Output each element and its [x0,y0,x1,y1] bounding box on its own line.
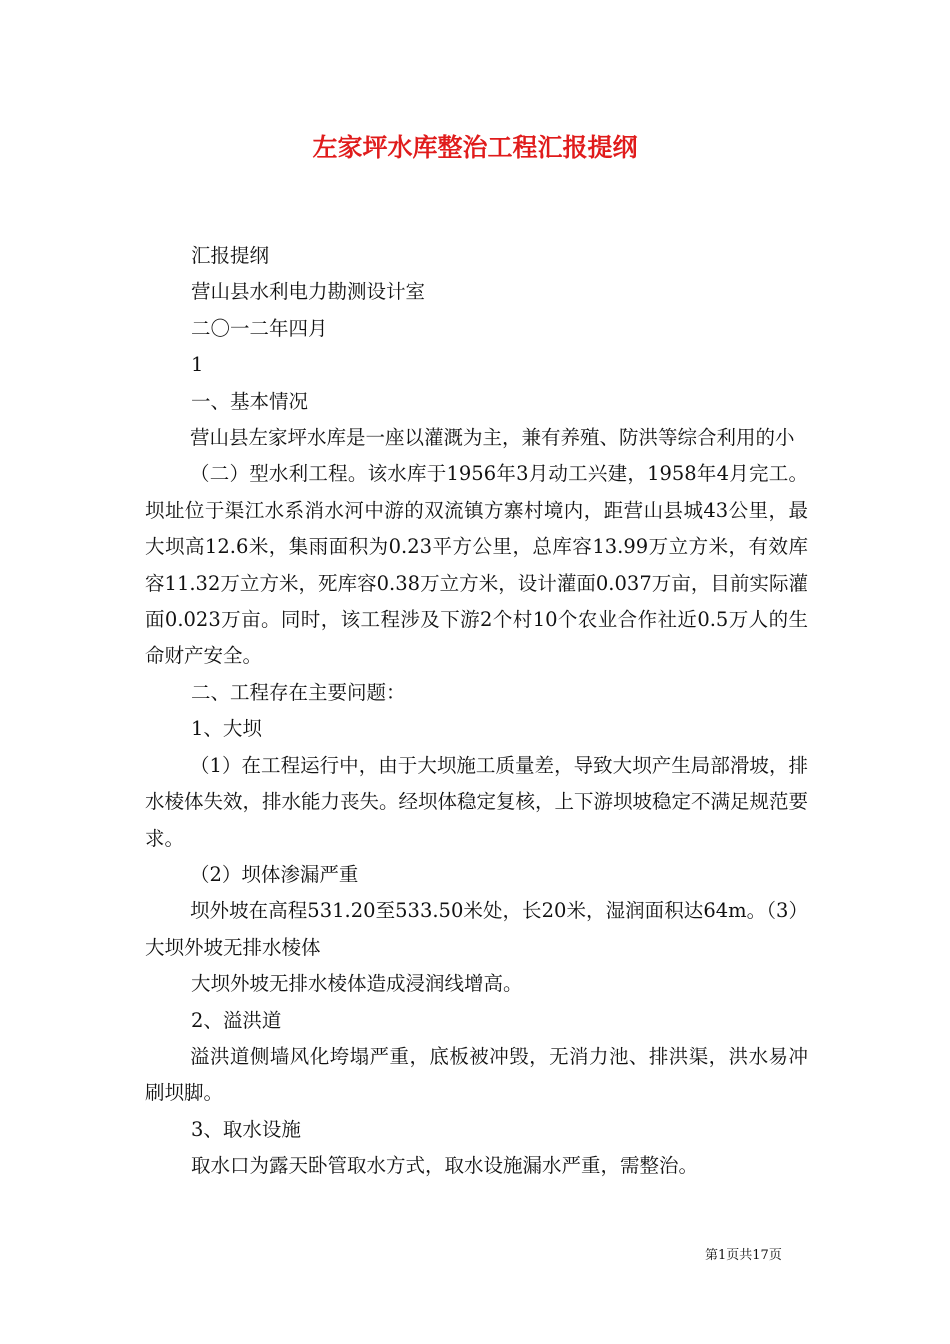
paragraph-date: 二〇一二年四月 [191,316,328,340]
paragraph-report-outline: 汇报提纲 [191,244,270,267]
section-heading-main-problems: 二、工程存在主要问题： [191,680,406,704]
page-number-footer: 第1页共17页 [705,1248,782,1263]
paragraph-spillway-issue: 溢洪道侧墙风化垮塌严重，底板被冲毁，无消力池、排洪渠，洪水易冲刷坝脚。 [145,1044,808,1105]
paragraph-reservoir-intro: 营山县左家坪水库是一座以灌溉为主，兼有养殖、防洪等综合利用的小 [190,426,795,450]
paragraph-dam-issue-1: （1）在工程运行中，由于大坝施工质量差，导致大坝产生局部滑坡，排水棱体失效，排水能力丧失。经坝体稳定复核，上下游坝坡稳定不满足规范要求。 [145,753,809,850]
subheading-intake: 3、取水设施 [191,1117,301,1141]
paragraph-reservoir-details: （二）型水利工程。该水库于1956年3月动工兴建，1958年4月完工。坝址位于渠江水系消水河中游的双流镇方寨村境内，距营山县城43公里，最大坝高12.6米，集雨面积为0.23平方公里，总库容13.99万立方米，有效库容11.32万立方米，死库容0.38万立方米，设计灌面0.037万亩，目前实际灌面0.023万亩。同时，该工程涉及下游2个村10个农业合作社近0.5万人的生命财产安全。 [145,462,808,668]
document-body [145,238,808,1185]
paragraph-dam-issue-2: （2）坝体渗漏严重 [190,862,359,886]
section-heading-basic-info: 一、基本情况 [191,389,309,413]
paragraph-organization: 营山县水利电力勘测设计室 [191,280,426,304]
document-title: 左家坪水库整治工程汇报提纲 [312,133,638,162]
paragraph-intake-issue: 取水口为露天卧管取水方式，取水设施漏水严重，需整治。 [191,1154,699,1178]
paragraph-dam-seepage: 坝外坡在高程531.20至533.50米处，长20米，湿润面积达64m。（3）大坝外坡无排水棱体 [145,899,808,959]
paragraph-drainage-prism: 大坝外坡无排水棱体造成浸润线增高。 [191,972,523,996]
subheading-dam: 1、大坝 [191,717,262,741]
paragraph-number: 1 [191,353,204,377]
subheading-spillway: 2、溢洪道 [191,1008,282,1032]
